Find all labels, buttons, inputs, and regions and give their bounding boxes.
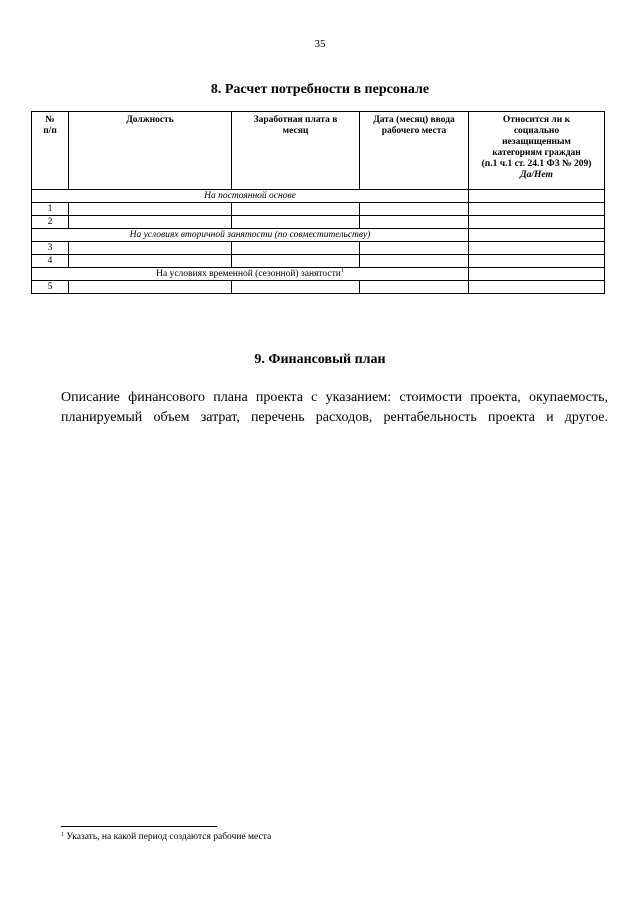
col-header-start-date xyxy=(360,112,469,190)
row-number: 1 xyxy=(32,203,69,216)
staffing-table xyxy=(31,111,605,294)
col-header-social-category xyxy=(469,112,605,190)
group-row-secondary xyxy=(32,229,605,242)
table-cell xyxy=(360,255,469,268)
header-line: № xyxy=(45,115,55,125)
col-header-position xyxy=(69,112,232,190)
table-row xyxy=(32,203,605,216)
group-label: На условиях вторичной занятости (по совместительству) xyxy=(32,229,469,242)
table-cell xyxy=(360,203,469,216)
paragraph-line: планируемый объем затрат, перечень расходов, рентабельность проекта и другое. xyxy=(61,410,608,425)
group-label-text: На условиях временной (сезонной) занятости xyxy=(156,269,341,279)
table-cell xyxy=(469,268,605,281)
table-cell xyxy=(360,242,469,255)
table-cell xyxy=(69,216,232,229)
table-cell xyxy=(360,216,469,229)
table-row xyxy=(32,255,605,268)
header-line: (п.1 ч.1 ст. 24.1 ФЗ № 209) xyxy=(481,159,592,169)
header-line: рабочего места xyxy=(381,126,447,136)
group-row-temporary xyxy=(32,268,605,281)
table-cell xyxy=(232,255,360,268)
footnote-mark: 1 xyxy=(61,832,64,838)
group-row-permanent xyxy=(32,190,605,203)
financial-plan-description xyxy=(61,388,608,428)
header-line: незащищенным xyxy=(502,137,571,147)
table-cell xyxy=(69,255,232,268)
header-line: п/п xyxy=(43,126,57,136)
col-header-number xyxy=(32,112,69,190)
table-cell xyxy=(469,255,605,268)
group-label xyxy=(32,268,469,281)
header-line: Заработная плата в xyxy=(253,115,338,125)
table-cell xyxy=(232,242,360,255)
header-line: социально xyxy=(513,126,560,136)
section-9-title: 9. Финансовый план xyxy=(254,352,386,367)
footnote-text: Указать, на какой период создаются рабочие места xyxy=(64,832,272,842)
row-number: 3 xyxy=(32,242,69,255)
table-cell xyxy=(232,216,360,229)
table-cell xyxy=(232,281,360,294)
row-number: 4 xyxy=(32,255,69,268)
table-cell xyxy=(469,242,605,255)
header-line: категориям граждан xyxy=(492,148,581,158)
table-cell xyxy=(69,203,232,216)
footnote xyxy=(61,832,271,842)
header-line: Должность xyxy=(126,115,174,125)
table-cell xyxy=(69,242,232,255)
header-line: месяц xyxy=(282,126,309,136)
footnote-separator xyxy=(61,826,217,827)
table-cell xyxy=(69,281,232,294)
page-number: 35 xyxy=(314,38,326,50)
table-cell xyxy=(469,216,605,229)
table-row xyxy=(32,242,605,255)
table-cell xyxy=(360,281,469,294)
table-cell xyxy=(469,229,605,242)
table-header-row xyxy=(32,112,605,190)
header-line: Дата (месяц) ввода xyxy=(373,115,455,125)
col-header-salary xyxy=(232,112,360,190)
footnote-reference: 1 xyxy=(340,268,344,274)
table-row xyxy=(32,216,605,229)
group-label: На постоянной основе xyxy=(32,190,469,203)
row-number: 2 xyxy=(32,216,69,229)
row-number: 5 xyxy=(32,281,69,294)
table-cell xyxy=(469,190,605,203)
table-cell xyxy=(469,281,605,294)
header-line-yes-no: Да/Нет xyxy=(520,170,553,180)
paragraph-line: Описание финансового плана проекта с указанием: стоимости проекта, окупаемость, xyxy=(61,390,608,405)
section-8-title: 8. Расчет потребности в персонале xyxy=(210,82,430,97)
header-line: Относится ли к xyxy=(502,115,571,125)
table-row xyxy=(32,281,605,294)
table-cell xyxy=(469,203,605,216)
table-cell xyxy=(232,203,360,216)
